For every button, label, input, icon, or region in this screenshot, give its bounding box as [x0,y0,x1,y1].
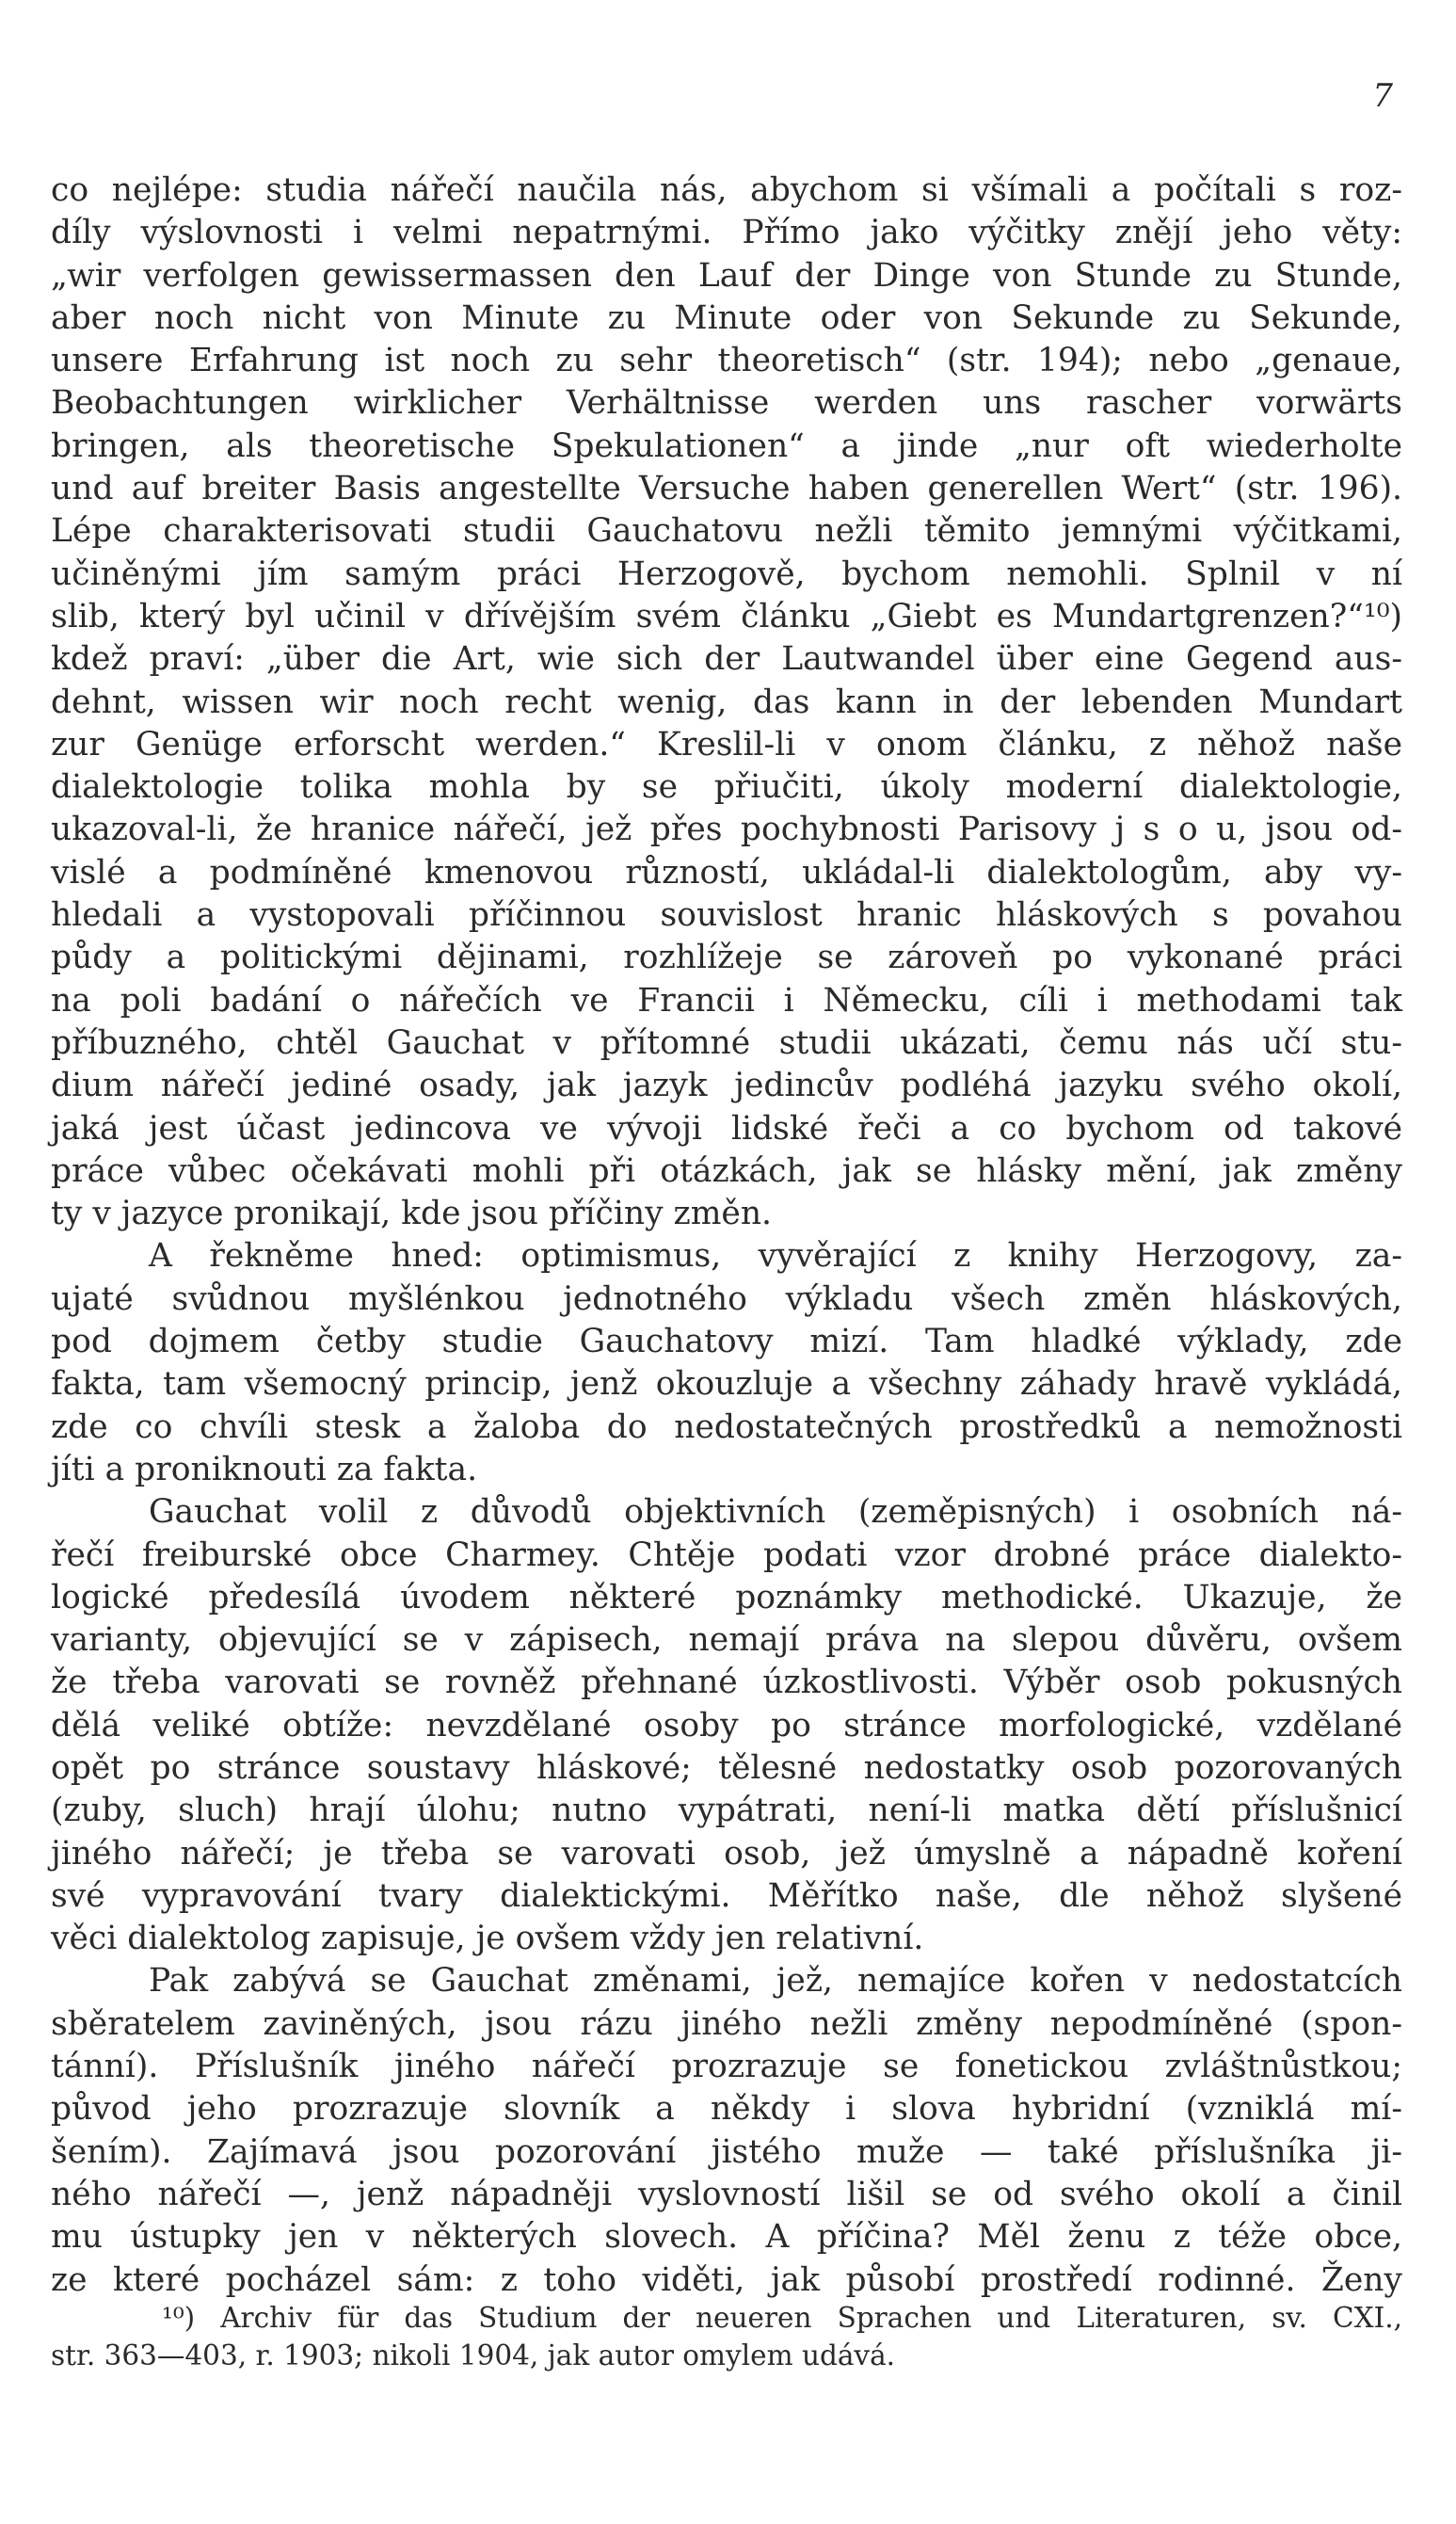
text-line: že třeba varovati se rovněž přehnané úzkostlivosti. Výběr osob pokusných [51,1664,1402,1702]
paragraph-1 [51,169,1402,1235]
text-line: ze které pocházel sám: z toho viděti, jak působí prostředí rodinné. Ženy [51,2260,1402,2299]
text-line: unsere Erfahrung ist noch zu sehr theoretisch“ (str. 194); nebo „genaue, [51,342,1402,380]
text-line: hledali a vystopovali příčinnou souvislost hranic hláskových s povahou [51,896,1402,935]
paragraph-4 [51,1960,1402,2301]
text-line: tánní). Příslušník jiného nářečí prozrazuje se fonetickou zvláštnůstkou; [51,2048,1402,2086]
paragraph-3 [51,1491,1402,1960]
text-line: Lépe charakterisovati studii Gauchatovu nežli těmito jemnými výčitkami, [51,512,1402,551]
text-line: ukazoval-li, že hranice nářečí, jež přes pochybnosti Parisovy j s o u, jsou od- [51,811,1402,849]
footnote-line: ¹⁰) Archiv für das Studium der neueren Sprachen und Literaturen, sv. CXI., [162,2302,1402,2334]
text-line: dium nářečí jediné osady, jak jazyk jedincův podléhá jazyku svého okolí, [51,1067,1402,1105]
text-line: půdy a politickými dějinami, rozhlížeje se zároveň po vykonané práci [51,939,1402,977]
footnote-line: str. 363—403, r. 1903; nikoli 1904, jak autor omylem udává. [51,2339,896,2371]
text-line: ujaté svůdnou myšlénkou jednotného výkladu všech změn hláskových, [51,1279,1402,1318]
text-line: bringen, als theoretische Spekulationen“ a jinde „nur oft wiederholte [51,426,1402,465]
text-line: díly výslovnosti i velmi nepatrnými. Přímo jako výčitky znějí jeho věty: [51,214,1402,252]
text-line: dialektologie tolika mohla by se přiučiti, úkoly moderní dialektologie, [51,768,1402,807]
text-line: sběratelem zaviněných, jsou rázu jiného nežli změny nepodmíněné (spon- [51,2004,1402,2043]
text-line: věci dialektolog zapisuje, je ovšem vždy jen relativní. [51,1920,924,1958]
text-line: řečí freiburské obce Charmey. Chtěje podati vzor drobné práce dialekto- [51,1535,1402,1574]
text-line: dehnt, wissen wir noch recht wenig, das kann in der lebenden Mundart [51,683,1402,721]
text-line: jiného nářečí; je třeba se varovati osob, jež úmyslně a nápadně koření [51,1834,1402,1873]
text-line: „wir verfolgen gewissermassen den Lauf der Dinge von Stunde zu Stunde, [51,256,1402,295]
text-line: ty v jazyce pronikají, kde jsou příčiny změn. [51,1195,773,1233]
text-line: své vypravování tvary dialektickými. Měřítko naše, dle něhož slyšené [51,1876,1402,1915]
text-line: jaká jest účast jedincova ve vývoji lidské řeči a co bychom od takové [51,1109,1402,1148]
page-number: 7 [1372,77,1394,115]
text-line: pod dojmem četby studie Gauchatovy mizí. Tam hladké výklady, zde [51,1323,1402,1361]
text-line: na poli badání o nářečích ve Francii i Německu, cíli i methodami tak [51,981,1402,1020]
paragraph-2 [51,1235,1402,1491]
text-line: jíti a proniknouti za fakta. [51,1450,478,1488]
page-body [51,169,1402,2302]
text-line: šením). Zajímavá jsou pozorování jistého muže — také příslušníka ji- [51,2132,1402,2171]
text-line: Beobachtungen wirklicher Verhältnisse werden uns rascher vorwärts [51,384,1402,423]
text-line: práce vůbec očekávati mohli při otázkách, jak se hlásky mění, jak změny [51,1151,1402,1190]
text-line: příbuzného, chtěl Gauchat v přítomné studii ukázati, čemu nás učí stu- [51,1023,1402,1062]
text-line: ného nářečí —, jenž nápadněji vyslovností lišil se od svého okolí a činil [51,2175,1402,2213]
text-line: logické předesílá úvodem některé poznámky methodické. Ukazuje, že [51,1578,1402,1616]
text-line: fakta, tam všemocný princip, jenž okouzluje a všechny záhady hravě vykládá, [51,1365,1402,1404]
text-line: dělá veliké obtíže: nevzdělané osoby po stránce morfologické, vzdělané [51,1706,1402,1744]
text-line: učiněnými jím samým práci Herzogově, bychom nemohli. Splnil v ní [51,555,1402,593]
text-line: und auf breiter Basis angestellte Versuche haben generellen Wert“ (str. 196). [51,470,1402,508]
text-line: aber noch nicht von Minute zu Minute oder von Sekunde zu Sekunde, [51,298,1402,337]
text-line: mu ústupky jen v některých slovech. A příčina? Měl ženu z téže obce, [51,2218,1402,2257]
text-line: slib, který byl učinil v dřívějším svém článku „Giebt es Mundartgrenzen?“¹⁰) [51,597,1402,635]
text-line: kdež praví: „über die Art, wie sich der Lautwandel über eine Gegend aus- [51,640,1402,679]
text-line: A řekněme hned: optimismus, vyvěrající z knihy Herzogovy, za- [149,1237,1402,1276]
footnote [51,2299,1402,2374]
text-line: zur Genüge erforscht werden.“ Kreslil-li v onom článku, z něhož naše [51,725,1402,764]
text-line: vislé a podmíněné kmenovou růzností, ukládal-li dialektologům, aby vy- [51,853,1402,892]
text-line: opět po stránce soustavy hláskové; tělesné nedostatky osob pozorovaných [51,1748,1402,1787]
text-line: co nejlépe: studia nářečí naučila nás, abychom si všímali a počítali s roz- [51,171,1402,209]
text-line: varianty, objevující se v zápisech, nemají práva na slepou důvěru, ovšem [51,1621,1402,1660]
text-line: původ jeho prozrazuje slovník a někdy i slova hybridní (vzniklá mí- [51,2090,1402,2129]
text-line: (zuby, sluch) hrají úlohu; nutno vypátrati, není-li matka dětí příslušnicí [51,1792,1402,1830]
text-line: Gauchat volil z důvodů objektivních (zeměpisných) i osobních ná- [149,1493,1402,1532]
text-line: zde co chvíli stesk a žaloba do nedostatečných prostředků a nemožnosti [51,1407,1402,1446]
text-line: Pak zabývá se Gauchat změnami, jež, nemajíce kořen v nedostatcích [149,1962,1402,2001]
